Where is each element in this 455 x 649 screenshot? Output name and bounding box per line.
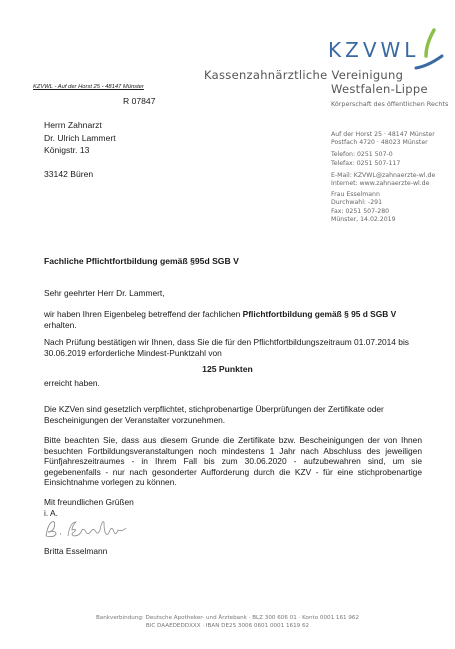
contact-address1: Auf der Horst 25 · 48147 Münster — [331, 131, 435, 138]
contact-email: E-Mail: KZVWL@zahnaerzte-wl.de — [331, 171, 436, 179]
recipient-line3: Königstr. 13 — [44, 145, 90, 155]
paragraph-1-bold: Pflichtfortbildung gemäß § 95 d SGB V — [242, 309, 397, 319]
letter-paragraph-2-end: erreicht haben. — [44, 378, 100, 388]
contact-address2: Postfach 4720 · 48023 Münster — [331, 139, 428, 147]
recipient-line4: 33142 Büren — [44, 168, 94, 179]
recipient-line1: Herrn Zahnarzt — [44, 120, 102, 130]
letter-ia: i. A. — [44, 508, 58, 518]
org-name-line1: Kassenzahnärztliche Vereinigung — [204, 68, 404, 82]
letter-subject: Fachliche Pflichtfortbildung gemäß §95d SGB V — [44, 256, 239, 266]
handwritten-signature — [42, 516, 128, 540]
letter-closing: Mit freundlichen Grüßen — [44, 497, 134, 507]
letter-paragraph-1 — [44, 309, 422, 330]
letter-paragraph-2: Nach Prüfung bestätigen wir Ihnen, dass Sie die für den Pflichtfortbildungszeitraum 01.07.2014 bis 30.06.2019 erforderliche Mindest-Punktzahl von — [44, 337, 409, 358]
contact-direct: Durchwahl: -291 — [331, 199, 383, 207]
points-value: 125 Punkten — [202, 364, 253, 374]
kzvwl-logo-text: KZVWL — [328, 38, 420, 62]
kzvwl-logo-mark-icon — [412, 26, 448, 72]
contact-fax-direct: Fax: 0251 507-280 — [331, 207, 390, 215]
letter-salutation: Sehr geehrter Herr Dr. Lammert, — [44, 288, 165, 298]
letter-paragraph-3: Die KZVen sind gesetzlich verpflichtet, stichprobenartige Überprüfungen der Zertifikate oder Bescheinigungen der Veranstalter vorzunehmen. — [44, 404, 384, 425]
letter-date: Münster, 14.02.2019 — [331, 215, 396, 223]
footer-line-1: Bankverbindung: Deutsche Apotheker- und Ärztebank · BLZ 300 606 01 · Konto 0001 161 962 — [95, 615, 360, 621]
letter-paragraph-4: Bitte beachten Sie, dass aus diesem Grunde die Zertifikate bzw. Bescheinigungen der von Ihnen besuchten Fortbildungsveranstaltungen noch mindestens 1 Jahr nach Abschluss des jeweiligen Fünfjahreszeitraumes - in Ihrem Fall bis zum 30.06.2020 - aufzubewahren sind, um sie gegebenenfalls - nur nach gesonderter Aufforderung durch die KZV - für eine stichprobenartige Einsichtnahme vorlegen zu können. — [44, 435, 422, 488]
contact-fax: Telefax: 0251 507-117 — [331, 159, 401, 167]
contact-block — [331, 131, 435, 224]
paragraph-1-text-a: wir haben Ihren Eigenbeleg betreffend der fachlichen — [44, 309, 243, 319]
org-legal-status: Körperschaft des öffentlichen Rechts — [331, 100, 449, 108]
footer-line-2: BIC DAAEDEDDXXX · IBAN DE25 3006 0601 0001 1619 62 — [145, 623, 310, 629]
recipient-address — [44, 119, 116, 180]
contact-person: Frau Esselmann — [331, 191, 380, 199]
org-name-line2: Westfalen-Lippe — [331, 82, 428, 96]
signer-name: Britta Esselmann — [44, 546, 108, 556]
paragraph-1-text-b: erhalten. — [44, 319, 77, 330]
reference-number: R 07847 — [123, 96, 156, 106]
contact-phone: Telefon: 0251 507-0 — [331, 151, 393, 159]
contact-web: Internet: www.zahnaerzte-wl.de — [331, 180, 430, 188]
sender-line: KZVWL - Auf der Horst 25 - 48147 Münster — [33, 84, 144, 90]
footer-bank — [0, 614, 455, 630]
recipient-line2: Dr. Ulrich Lammert — [44, 132, 116, 143]
